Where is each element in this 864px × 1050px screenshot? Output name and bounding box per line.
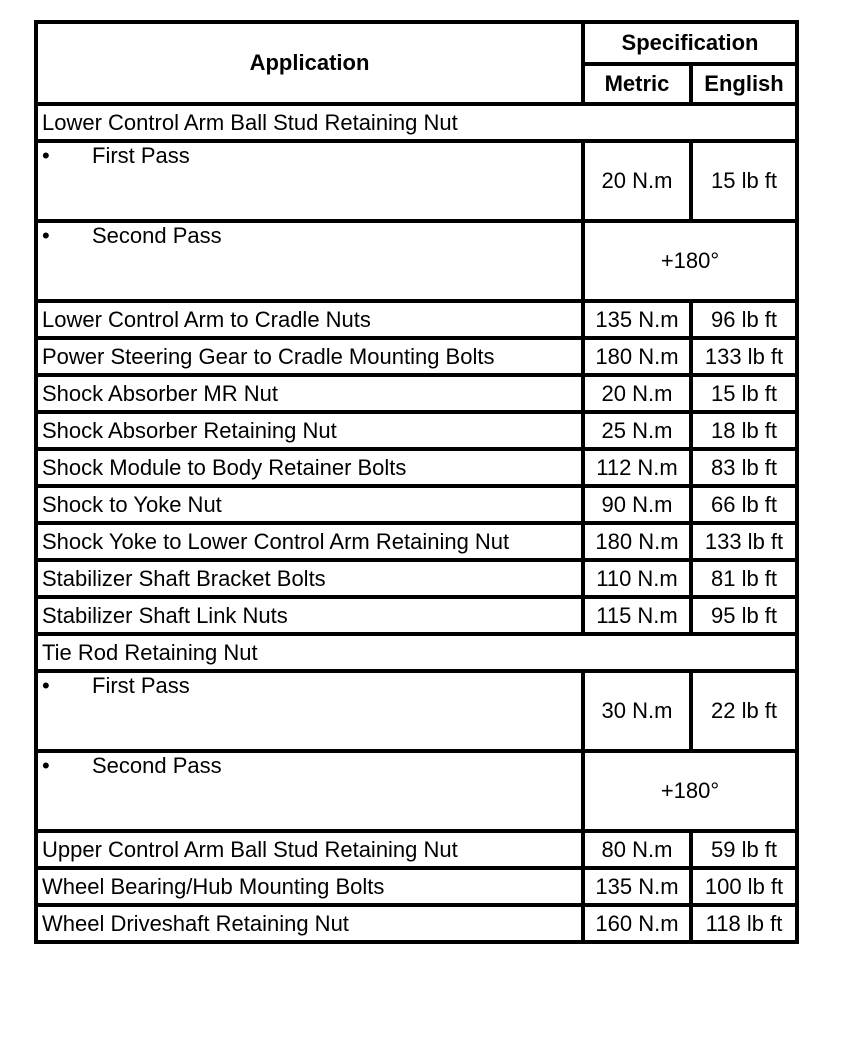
- metric-value: 180 N.m: [583, 523, 691, 560]
- table-row: [36, 141, 797, 221]
- metric-value: 115 N.m: [583, 597, 691, 634]
- application-label: Shock Yoke to Lower Control Arm Retaining Nut: [36, 523, 583, 560]
- english-value: 133 lb ft: [691, 338, 797, 375]
- specification-header: Specification: [583, 22, 797, 64]
- english-value: 15 lb ft: [691, 375, 797, 412]
- english-value: 96 lb ft: [691, 301, 797, 338]
- application-label: Wheel Driveshaft Retaining Nut: [36, 905, 583, 942]
- application-label: Stabilizer Shaft Bracket Bolts: [36, 560, 583, 597]
- table-row: [36, 751, 797, 831]
- metric-value: 180 N.m: [583, 338, 691, 375]
- application-label: Wheel Bearing/Hub Mounting Bolts: [36, 868, 583, 905]
- table-row: [36, 412, 797, 449]
- pass-label: [36, 671, 583, 751]
- pass-label: [36, 221, 583, 301]
- english-value: 100 lb ft: [691, 868, 797, 905]
- bullet-icon: •: [42, 143, 50, 168]
- english-value: 15 lb ft: [691, 141, 797, 221]
- english-value: 18 lb ft: [691, 412, 797, 449]
- application-label: Shock to Yoke Nut: [36, 486, 583, 523]
- english-value: 22 lb ft: [691, 671, 797, 751]
- english-value: 118 lb ft: [691, 905, 797, 942]
- torque-spec-table: [34, 20, 799, 944]
- group-label: Lower Control Arm Ball Stud Retaining Nut: [36, 104, 797, 141]
- english-header: English: [691, 64, 797, 104]
- bullet-icon: •: [42, 223, 50, 248]
- table-row: [36, 486, 797, 523]
- metric-value: 25 N.m: [583, 412, 691, 449]
- english-value: 66 lb ft: [691, 486, 797, 523]
- table-row: [36, 449, 797, 486]
- metric-value: 135 N.m: [583, 301, 691, 338]
- pass-text: Second Pass: [92, 223, 222, 248]
- table-row: [36, 104, 797, 141]
- bullet-icon: •: [42, 753, 50, 778]
- application-label: Shock Absorber MR Nut: [36, 375, 583, 412]
- metric-value: 30 N.m: [583, 671, 691, 751]
- table-row: [36, 905, 797, 942]
- pass-text: First Pass: [92, 143, 190, 168]
- group-label: Tie Rod Retaining Nut: [36, 634, 797, 671]
- metric-value: 112 N.m: [583, 449, 691, 486]
- angle-spec-value: +180°: [583, 751, 797, 831]
- application-label: Stabilizer Shaft Link Nuts: [36, 597, 583, 634]
- metric-value: 135 N.m: [583, 868, 691, 905]
- english-value: 59 lb ft: [691, 831, 797, 868]
- table-row: [36, 338, 797, 375]
- bullet-icon: •: [42, 673, 50, 698]
- table-row: [36, 221, 797, 301]
- table-row: [36, 375, 797, 412]
- table-row: [36, 868, 797, 905]
- table-row: [36, 523, 797, 560]
- application-label: Power Steering Gear to Cradle Mounting Bolts: [36, 338, 583, 375]
- metric-value: 160 N.m: [583, 905, 691, 942]
- angle-spec-value: +180°: [583, 221, 797, 301]
- application-label: Upper Control Arm Ball Stud Retaining Nut: [36, 831, 583, 868]
- metric-header: Metric: [583, 64, 691, 104]
- pass-text: Second Pass: [92, 753, 222, 778]
- table-body: [36, 104, 797, 942]
- table-row: [36, 831, 797, 868]
- table-row: [36, 671, 797, 751]
- metric-value: 80 N.m: [583, 831, 691, 868]
- application-label: Shock Module to Body Retainer Bolts: [36, 449, 583, 486]
- metric-value: 110 N.m: [583, 560, 691, 597]
- application-label: Lower Control Arm to Cradle Nuts: [36, 301, 583, 338]
- pass-label: [36, 751, 583, 831]
- pass-text: First Pass: [92, 673, 190, 698]
- table-row: [36, 560, 797, 597]
- metric-value: 20 N.m: [583, 375, 691, 412]
- table-row: [36, 597, 797, 634]
- english-value: 83 lb ft: [691, 449, 797, 486]
- metric-value: 90 N.m: [583, 486, 691, 523]
- pass-label: [36, 141, 583, 221]
- metric-value: 20 N.m: [583, 141, 691, 221]
- application-header: Application: [36, 22, 583, 104]
- table-row: [36, 634, 797, 671]
- english-value: 81 lb ft: [691, 560, 797, 597]
- english-value: 95 lb ft: [691, 597, 797, 634]
- table-row: [36, 301, 797, 338]
- application-label: Shock Absorber Retaining Nut: [36, 412, 583, 449]
- english-value: 133 lb ft: [691, 523, 797, 560]
